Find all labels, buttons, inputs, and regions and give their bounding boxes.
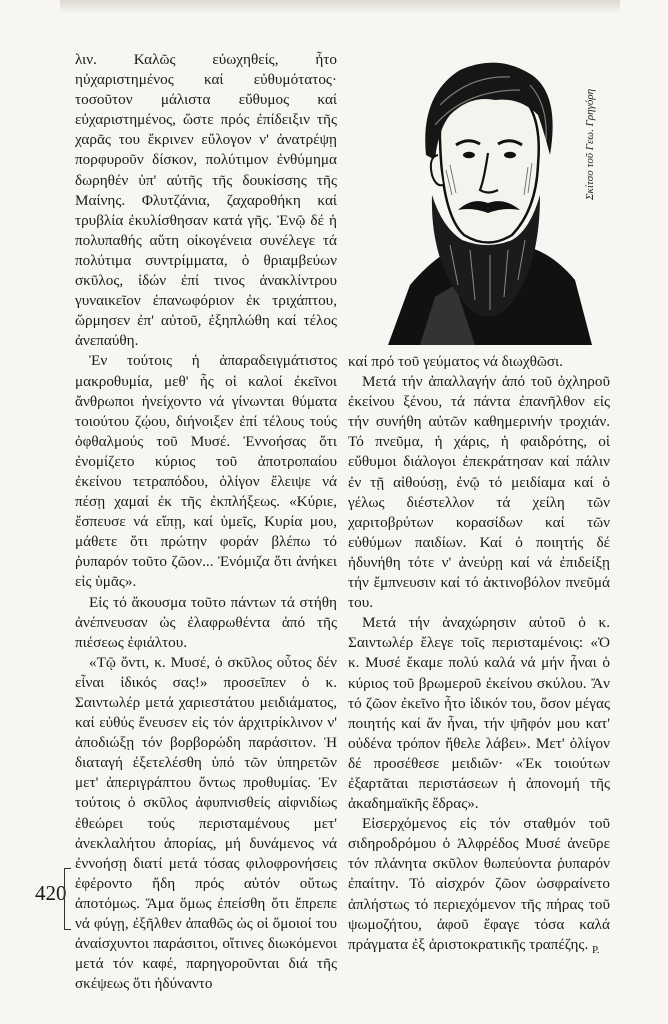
- right-paragraph-2: Μετά τήν ἀπαλλαγήν ἀπό τοῦ ὀχληροῦ ἐκείνου ξένου, τά πάντα ἐπανῆλθον εἰς τήν συνήθη αὐτῶν καθημερινήν τροχιάν. Τό πνεῦμα, ἡ χάρις, ἡ φαιδρότης, οἱ εὔθυμοι διάλογοι ἐπεκράτησαν καί πάλιν ἐν τῇ αἰθούσῃ, ἐνῷ τό μειδίαμα καί ὁ γέλως διέστελλον τά χείλη τῶν χαριτοβρύτων κορασίδων καί τῶν εὐθύμων παιδίων. Καί ὁ ποιητής δέ ἠδυνήθη τότε ν' ἀνεύρῃ καί νά ἐπιδείξῃ τήν ἔμπνευσιν καί τό ἀκτινοβόλον πνεῦμά του.: [348, 373, 610, 612]
- left-paragraph-1: λιν. Καλῶς εὐωχηθείς, ἦτο ηὐχαριστημένος καί εὐθυμότατος· τοσοῦτον μάλιστα εὔθυμος καί εὐχαριστημένος, ὥστε πρός ἐπίδειξιν τῆς χαρᾶς του ἔκρινεν εὔλογον ν' ἀνατρέψῃ πορφυροῦν δίσκον, πολύτιμον ἐνθύμημα δωρηθέν ὑπ' αὐτῆς τῆς δουκίσσης τῆς Μαίνης. Φλυτζάνια, ζαχαροθήκη καί τρυβλία ἐκυλίσθησαν κατά γῆς. Ἐνῷ δέ ἡ πολυπαθής αὕτη οἰκογένεια συνέλεγε τά πολύτιμα συντρίμματα, ὁ θριαμβεύων σκῦλος, ἰδών ἐπί τινος ἀνακλίντρου γυναικεῖον ἐπανωφόριον ἐκ τριχάπτου, ὥρμησεν ἐπ' αὐτοῦ, ἐξηπλώθη καί τέλος ἀνεπαύθη.: [75, 51, 337, 350]
- page-number: 420: [35, 881, 67, 905]
- svg-text:ΓΓ: ΓΓ: [560, 305, 573, 318]
- left-paragraph-2: Ἐν τούτοις ἡ ἀπαραδειγμάτιστος μακροθυμία, μεθ' ἧς οἱ καλοί ἐκεῖνοι ἄνθρωποι ἠνείχοντο νά γίνωνται θύματα τοιούτου ζῴου, διήνοιξεν ἐπί τέλους τούς ὀφθαλμούς τοῦ Μυσέ. Ἐννοήσας ὅτι ἐνομίζετο κύριος τοῦ ἀποτροπαίου ἐκείνου τετραπόδου, ὀλίγον ἔλειψε νά πέσῃ χαμαί ἐκ τῆς ἐκπλήξεως. «Κύριε, ἔσπευσε νά εἴπῃ, καί ὑμεῖς, Κυρία μου, μάθετε ὅτι πρώτην φοράν βλέπω τό ῥυπαρόν τοῦτο ζῶον... Ἐνόμιζα ὅτι ἀνήκει εἰς ὑμᾶς».: [75, 352, 337, 591]
- portrait-caption: Σκίτσο τοῦ Γεω. Γρηγόρη: [584, 88, 596, 200]
- right-paragraph-3: Μετά τήν ἀναχώρησιν αὐτοῦ ὁ κ. Σαιντωλέρ ἔλεγε τοῖς περισταμένοις: «Ὁ κ. Μυσέ ἔκαμε πολύ καλά νά μήν ἦναι ὁ κύριος τοῦ βρωμεροῦ ἐκείνου σκύλου. Ἄν τό ζῶον ἐκεῖνο ἦτο ἰδικόν του, ὅσον μέγας ποιητής καί ἄν ἦναι, τήν ψῆφόν μου κατ' οὐδένα τρόπον ἤθελε λάβει». Μετ' ὀλίγον δέ προσέθεσε μειδιῶν· «Ἐκ τοιούτων ἐξαρτᾶται περιστάσεων ἡ ἀπονομή τῆς ἀκαδημαϊκῆς ἕδρας».: [348, 614, 610, 813]
- left-paragraph-3: Εἰς τό ἄκουσμα τοῦτο πάντων τά στήθη ἀνέπνευσαν ὡς ἐλαφρωθέντα ἀπό τῆς πιέσεως ἐφιάλτου.: [75, 593, 337, 651]
- left-column: [75, 50, 337, 994]
- author-signature: P.: [592, 944, 600, 956]
- page-number-bracket: [64, 868, 71, 930]
- right-paragraph-4: Εἰσερχόμενος εἰς τόν σταθμόν τοῦ σιδηροδρόμου ὁ Ἀλφρέδος Μυσέ ἀνεῦρε τόν πλάνητα σκῦλον θωπεύοντα ῥυπαρόν ἐπαίτην. Τό αἰσχρόν ζῶον ὠσφραίνετο ἀπλήστως τό περιεχόμενον τῆς πήρας τοῦ ψωμοζήτου, ἀφοῦ ἔφαγε τόσα καλά πράγματα ἐξ ἀριστοκρατικῆς τραπέζης.: [348, 815, 610, 953]
- portrait-sketch: [380, 45, 605, 350]
- page-edge-shadow: [60, 0, 620, 14]
- left-paragraph-4: «Τῷ ὄντι, κ. Μυσέ, ὁ σκῦλος οὗτος δέν εἶναι ἰδικός σας!» προσεῖπεν ὁ κ. Σαιντωλέρ μετά χαριεστάτου μειδιάματος, καί εὐθύς ἔνευσεν εἰς τόν ἀρχιτρίκλινον ν' ἀποδιώξῃ τόν βορβορώδη παράσιτον. Ἡ διαταγή ἐξετελέσθη ὑπό τῶν ὑπηρετῶν μετ' ἀπεριγράπτου ὄντως προθυμίας. Ἐν τούτοις ὁ σκῦλος ἀφυπνισθείς αἰφνιδίως ἐθεώρει τούς περισταμένους μετ' ἀνεκλαλήτου ἀπορίας, μή δυνάμενος νά ἐννοήσῃ διατί μετά τόσας φιλοφρονήσεις ἐφέροντο ἤδη πρός αὐτόν οὕτως ἀποτόμως. Ἅμα ὅμως ἐπείσθη ὅτι ἔπρεπε νά φύγῃ, ἐξῆλθεν ἀπαθῶς ὡς οἱ ὅμοιοί του ἀναίσχυντοι παράσιτοι, οἵτινες διωκόμενοι μετά τόν καφέ, παρηγοροῦνται διά τῆς σκέψεως ὅτι ἠδύναντο: [75, 653, 337, 993]
- right-column: [348, 352, 610, 955]
- right-paragraph-1: καί πρό τοῦ γεύματος νά διωχθῶσι.: [348, 353, 563, 370]
